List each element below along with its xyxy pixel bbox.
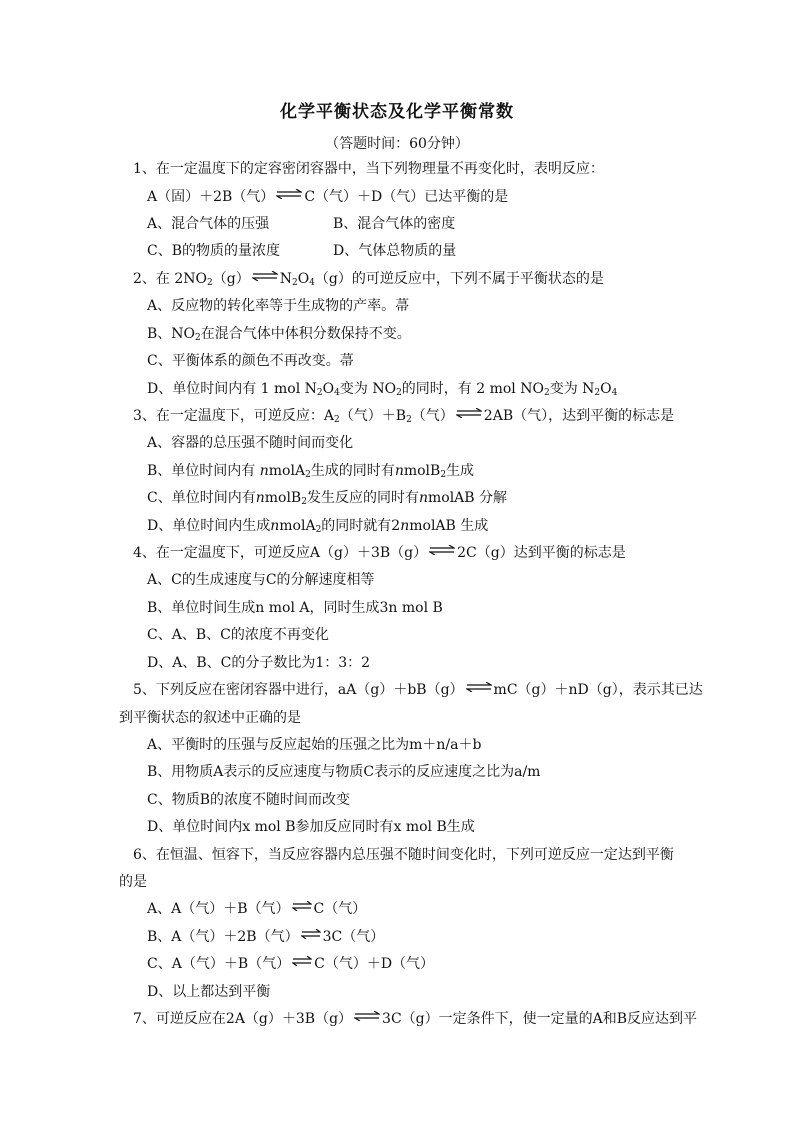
text-segment: molA	[268, 463, 306, 479]
question-1-option-c: C、B的物质的量浓度	[147, 243, 280, 259]
question-4-option-a: A、C的生成速度与C的分解速度相等	[147, 572, 375, 588]
subscript: 2	[207, 278, 213, 288]
question-2-stem	[133, 270, 604, 288]
italic-variable: n	[400, 518, 410, 534]
question-5-stem-continued: 到平衡状态的叙述中正确的是	[119, 710, 301, 726]
subscript: 4	[611, 388, 618, 398]
text-segment: C（气）＋D（气）	[314, 956, 435, 972]
text-segment: 2C（g）达到平衡的标志是	[457, 545, 626, 561]
text-segment: （g）	[212, 271, 250, 287]
text-segment: C、A（气）＋B（气）	[147, 956, 291, 972]
text-segment: A、反应物的转化率等于生成物的产率。	[147, 298, 396, 314]
question-1-equation	[147, 188, 508, 206]
text-segment: （g）的可逆反应中，下列不属于平衡状态的是	[314, 271, 604, 287]
equilibrium-arrow-icon	[466, 682, 492, 692]
text-segment: O	[600, 381, 612, 397]
italic-variable: n	[418, 490, 428, 506]
stray-mark: 菷	[339, 353, 354, 369]
equilibrium-arrow-icon	[292, 901, 312, 911]
question-4-option-c: C、A、B、C的浓度不再变化	[147, 627, 329, 643]
text-segment: 发生反应的同时有	[306, 490, 419, 506]
text-segment: A、A（气）＋B（气）	[147, 901, 290, 917]
text-segment: 的同时就有2	[321, 518, 401, 534]
text-segment: （气）	[411, 408, 454, 424]
text-segment: 2、在 2NO	[133, 271, 207, 287]
question-1-option-d: D、气体总物质的量	[333, 243, 457, 259]
subscript: 4	[309, 278, 315, 288]
text-segment: D、单位时间内有 1 mol N	[147, 381, 317, 397]
text-segment: 变为 N	[549, 381, 595, 397]
subscript: 2	[291, 278, 298, 288]
equation-left: A（固）＋2B（气）	[147, 189, 275, 205]
text-segment: B、单位时间内有	[147, 463, 260, 479]
text-segment: 生成的同时有	[310, 463, 395, 479]
text-segment: O	[322, 381, 335, 397]
text-segment: 7、可逆反应在2A（g）＋3B（g）	[133, 1011, 353, 1027]
subscript: 2	[316, 388, 323, 398]
text-segment: D、单位时间内生成	[147, 518, 271, 534]
text-segment: mC（g）＋nD（g），表示其已达	[493, 682, 703, 698]
question-5-option-c: C、物质B的浓度不随时间而改变	[147, 792, 350, 808]
text-segment: 3C（g）一定条件下，使一定量的A和B反应达到平	[382, 1011, 698, 1027]
subscript: 2	[440, 470, 447, 480]
subscript: 2	[396, 388, 402, 398]
time-note: （答题时间：60分钟）	[325, 136, 469, 152]
question-3-option-c	[147, 489, 507, 507]
text-segment: （气）＋B	[339, 408, 407, 424]
subscript: 2	[305, 470, 311, 480]
subscript: 4	[334, 388, 340, 398]
question-6-option-b	[147, 928, 384, 946]
subscript: 2	[315, 525, 322, 535]
question-4-option-b: B、单位时间生成n mol A，同时生成3n mol B	[147, 600, 443, 616]
stray-mark: 菷	[395, 298, 410, 314]
question-5-option-a: A、平衡时的压强与反应起始的压强之比为m＋n/a＋b	[147, 737, 482, 753]
text-segment: 4、在一定温度下，可逆反应A（g）＋3B（g）	[133, 545, 428, 561]
subscript: 2	[195, 333, 201, 343]
subscript: 2	[334, 415, 340, 425]
page-title: 化学平衡状态及化学平衡常数	[280, 102, 514, 122]
question-1-option-b: B、混合气体的密度	[333, 216, 456, 232]
text-segment: 在混合气体中体积分数保持不变。	[200, 326, 411, 342]
text-segment: N	[279, 271, 292, 287]
question-6-option-d: D、以上都达到平衡	[147, 984, 271, 1000]
text-segment: 3C（气）	[322, 929, 385, 945]
equilibrium-arrow-icon	[252, 271, 278, 281]
text-segment: 变为 NO	[339, 381, 397, 397]
subscript: 2	[594, 388, 601, 398]
text-segment: 的同时，有 2 mol NO	[401, 381, 544, 397]
question-2-option-b	[147, 325, 411, 343]
text-segment: C、单位时间内有	[147, 490, 256, 506]
subscript: 2	[301, 497, 307, 507]
question-3-option-d	[147, 517, 488, 535]
question-6-option-c	[147, 955, 434, 973]
question-5-option-b: B、用物质A表示的反应速度与物质C表示的反应速度之比为a/m	[147, 764, 541, 780]
question-7-stem	[133, 1010, 697, 1028]
question-4-option-d: D、A、B、C的分子数比为1：3：2	[147, 655, 371, 671]
text-segment: 3、在一定温度下，可逆反应：A	[133, 408, 335, 424]
text-segment: 5、下列反应在密闭容器中进行，aA（g）＋bB（g）	[133, 682, 464, 698]
equation-right: C（气）＋D（气）已达平衡的是	[304, 189, 509, 205]
question-3-option-b	[147, 462, 474, 480]
question-5-option-d: D、单位时间内x mol B参加反应同时有x mol B生成	[147, 819, 475, 835]
question-2-option-d	[147, 380, 617, 398]
question-6-stem: 6、在恒温、恒容下，当反应容器内总压强不随时间变化时，下列可逆反应一定达到平衡	[133, 847, 674, 863]
text-segment: molB	[403, 463, 441, 479]
question-3-stem	[133, 407, 674, 425]
subscript: 2	[406, 415, 412, 425]
italic-variable: n	[270, 518, 280, 534]
equilibrium-arrow-icon	[456, 408, 482, 418]
equilibrium-arrow-icon	[354, 1011, 380, 1021]
question-1-option-a: A、混合气体的压强	[147, 216, 270, 232]
italic-variable: n	[394, 463, 404, 479]
equilibrium-arrow-icon	[429, 545, 455, 555]
text-segment: molAB 生成	[409, 518, 489, 534]
question-2-option-c	[147, 352, 354, 370]
text-segment: C（气）	[313, 901, 367, 917]
question-6-stem-continued: 的是	[119, 874, 147, 890]
question-1-stem: 1、在一定温度下的定容密闭容器中，当下列物理量不再变化时，表明反应：	[133, 161, 604, 177]
question-5-stem	[133, 681, 703, 699]
italic-variable: n	[259, 463, 269, 479]
equilibrium-arrow-icon	[292, 956, 312, 966]
text-segment: 2AB（气），达到平衡的标志是	[483, 408, 675, 424]
subscript: 2	[543, 388, 550, 398]
text-segment: C、平衡体系的颜色不再改变。	[147, 353, 340, 369]
text-segment: 生成	[446, 463, 475, 479]
text-segment: O	[297, 271, 310, 287]
question-6-option-a	[147, 900, 366, 918]
text-segment: B、NO	[147, 326, 196, 342]
text-segment: molA	[279, 518, 316, 534]
italic-variable: n	[255, 490, 265, 506]
equilibrium-arrow-icon	[301, 929, 321, 939]
text-segment: molAB 分解	[428, 490, 508, 506]
question-3-option-a: A、容器的总压强不随时间而变化	[147, 435, 354, 451]
text-segment: B、A（气）＋2B（气）	[147, 929, 299, 945]
text-segment: molB	[264, 490, 302, 506]
equilibrium-arrow-icon	[276, 189, 302, 199]
question-2-option-a	[147, 297, 409, 315]
question-4-stem	[133, 544, 626, 562]
